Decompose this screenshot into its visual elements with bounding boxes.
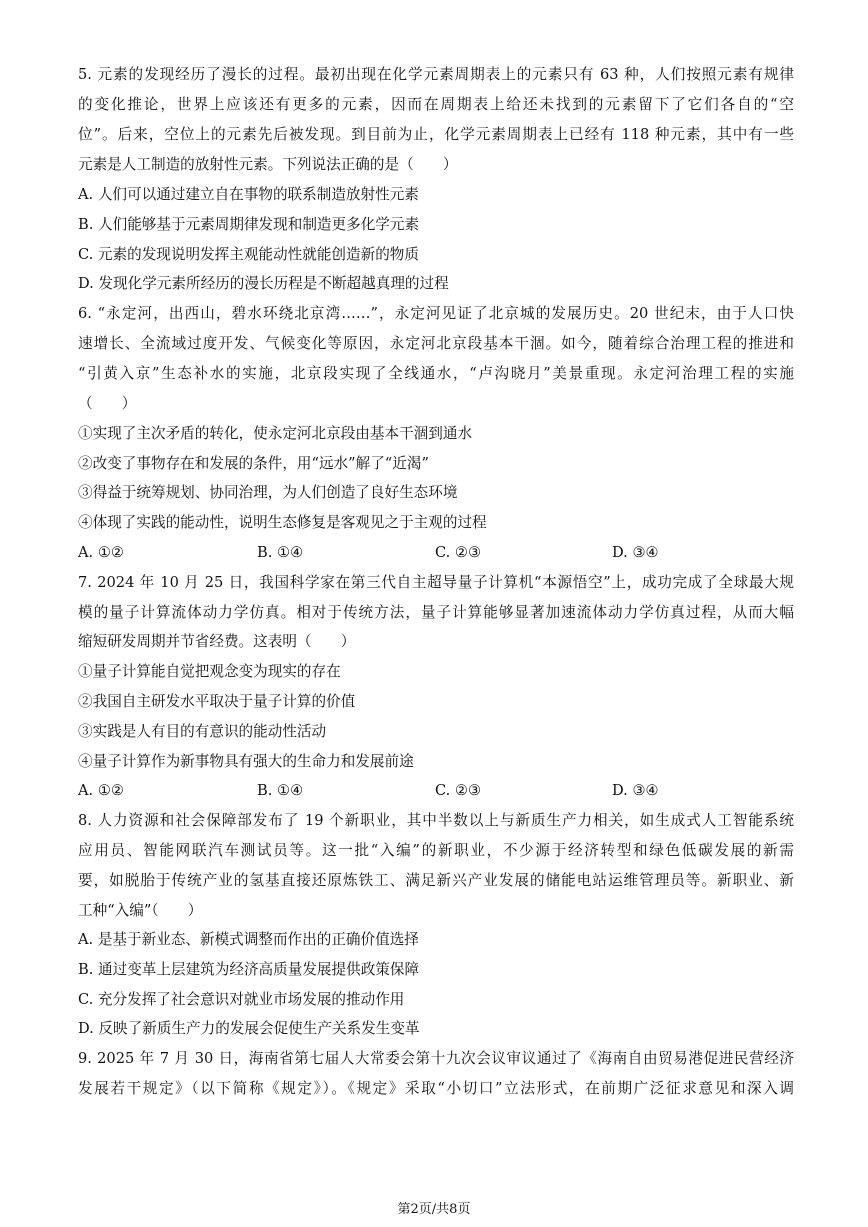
q6-stem-line-4: （ ） [78, 395, 137, 412]
q8-option-c: C. 充分发挥了社会意识对就业市场发展的推动作用 [78, 991, 405, 1008]
q7-statement-4: ④量子计算作为新事物具有强大的生命力和发展前途 [78, 753, 414, 770]
page-number: 第2页/共8页 [397, 1202, 471, 1217]
q5-stem-line-3: 位”。后来，空位上的元素先后被发现。到目前为止，化学元素周期表上已经有 118 种元素，其中有一些 [78, 126, 794, 143]
q6-choice-b: B. ①④ [257, 544, 304, 561]
q8-stem-line-3: 要，如脱胎于传统产业的氢基直接还原炼铁工、满足新兴产业发展的储能电站运维管理员等。新职业、新 [78, 872, 794, 889]
q7-choice-d: D. ③④ [612, 782, 659, 799]
q6-statement-4: ④体现了实践的能动性，说明生态修复是客观见之于主观的过程 [78, 514, 487, 531]
q7-statement-2: ②我国自主研发水平取决于量子计算的价值 [78, 693, 356, 710]
q6-stem-line-2: 速增长、全流域过度开发、气候变化等原因，永定河北京段基本干涸。如今，随着综合治理工程的推进和 [78, 335, 794, 352]
q7-stem-line-1: 7. 2024 年 10 月 25 日，我国科学家在第三代自主超导量子计算机“本源悟空”上，成功完成了全球最大规 [78, 574, 794, 591]
q5-stem-line-1: 5. 元素的发现经历了漫长的过程。最初出现在化学元素周期表上的元素只有 63 种，人们按照元素有规律 [78, 66, 794, 83]
q6-statement-2: ②改变了事物存在和发展的条件，用“远水”解了“近渴” [78, 455, 429, 472]
q8-option-d: D. 反映了新质生产力的发展会促使生产关系发生变革 [78, 1020, 420, 1037]
q7-choices [78, 776, 794, 806]
q8-stem-line-4: 工种“入编”（ ） [78, 902, 203, 919]
q6-choice-d: D. ③④ [612, 544, 659, 561]
q7-statement-3: ③实践是人有目的有意识的能动性活动 [78, 723, 327, 740]
q6-stem-line-1: 6. “永定河，出西山，碧水环绕北京湾……”，永定河见证了北京城的发展历史。20 世纪末，由于人口快 [78, 305, 794, 322]
q7-choice-c: C. ②③ [435, 782, 482, 799]
q7-stem-line-2: 模的量子计算流体动力学仿真。相对于传统方法，量子计算能够显著加速流体动力学仿真过程，从而大幅 [78, 604, 794, 621]
q8-stem-line-2: 应用员、智能网联汽车测试员等。这一批“入编”的新职业，不少源于经济转型和绿色低碳发展的新需 [78, 842, 794, 859]
q5-option-d: D. 发现化学元素所经历的漫长历程是不断超越真理的过程 [78, 275, 449, 292]
q5-option-c: C. 元素的发现说明发挥主观能动性就能创造新的物质 [78, 246, 419, 263]
q5-option-b: B. 人们能够基于元素周期律发现和制造更多化学元素 [78, 216, 420, 233]
q7-statement-1: ①量子计算能自觉把观念变为现实的存在 [78, 663, 341, 680]
q5-option-a: A. 人们可以通过建立自在事物的联系制造放射性元素 [78, 186, 419, 203]
q7-choice-b: B. ①④ [257, 782, 304, 799]
q5-stem-line-4: 元素是人工制造的放射性元素。下列说法正确的是（ ） [78, 156, 458, 173]
q6-statement-3: ③得益于统筹规划、协同治理，为人们创造了良好生态环境 [78, 484, 458, 501]
q9-stem-line-1: 9. 2025 年 7 月 30 日，海南省第七届人大常委会第十九次会议审议通过了《海南自由贸易港促进民营经济 [78, 1050, 794, 1067]
q8-stem-line-1: 8. 人力资源和社会保障部发布了 19 个新职业，其中半数以上与新质生产力相关，如生成式人工智能系统 [78, 812, 794, 829]
q9-stem-line-2: 发展若干规定》（以下简称《规定》）。《规定》采取“小切口”立法形式，在前期广泛征求意见和深入调 [78, 1080, 794, 1097]
q7-choice-a: A. ①② [78, 782, 124, 799]
q6-stem-line-3: “引黄入京”生态补水的实施，北京段实现了全线通水，“卢沟晓月”美景重现。永定河治理工程的实施 [78, 365, 794, 382]
q5-stem-line-2: 的变化推论，世界上应该还有更多的元素，因而在周期表上给还未找到的元素留下了它们各自的“空 [78, 96, 794, 113]
q6-choices [78, 538, 794, 568]
q8-option-b: B. 通过变革上层建筑为经济高质量发展提供政策保障 [78, 961, 420, 978]
q6-choice-c: C. ②③ [435, 544, 482, 561]
q6-statement-1: ①实现了主次矛盾的转化，使永定河北京段由基本干涸到通水 [78, 425, 473, 442]
q7-stem-line-3: 缩短研发周期并节省经费。这表明（ ） [78, 633, 356, 650]
q6-choice-a: A. ①② [78, 544, 124, 561]
q8-option-a: A. 是基于新业态、新模式调整而作出的正确价值选择 [78, 931, 419, 948]
